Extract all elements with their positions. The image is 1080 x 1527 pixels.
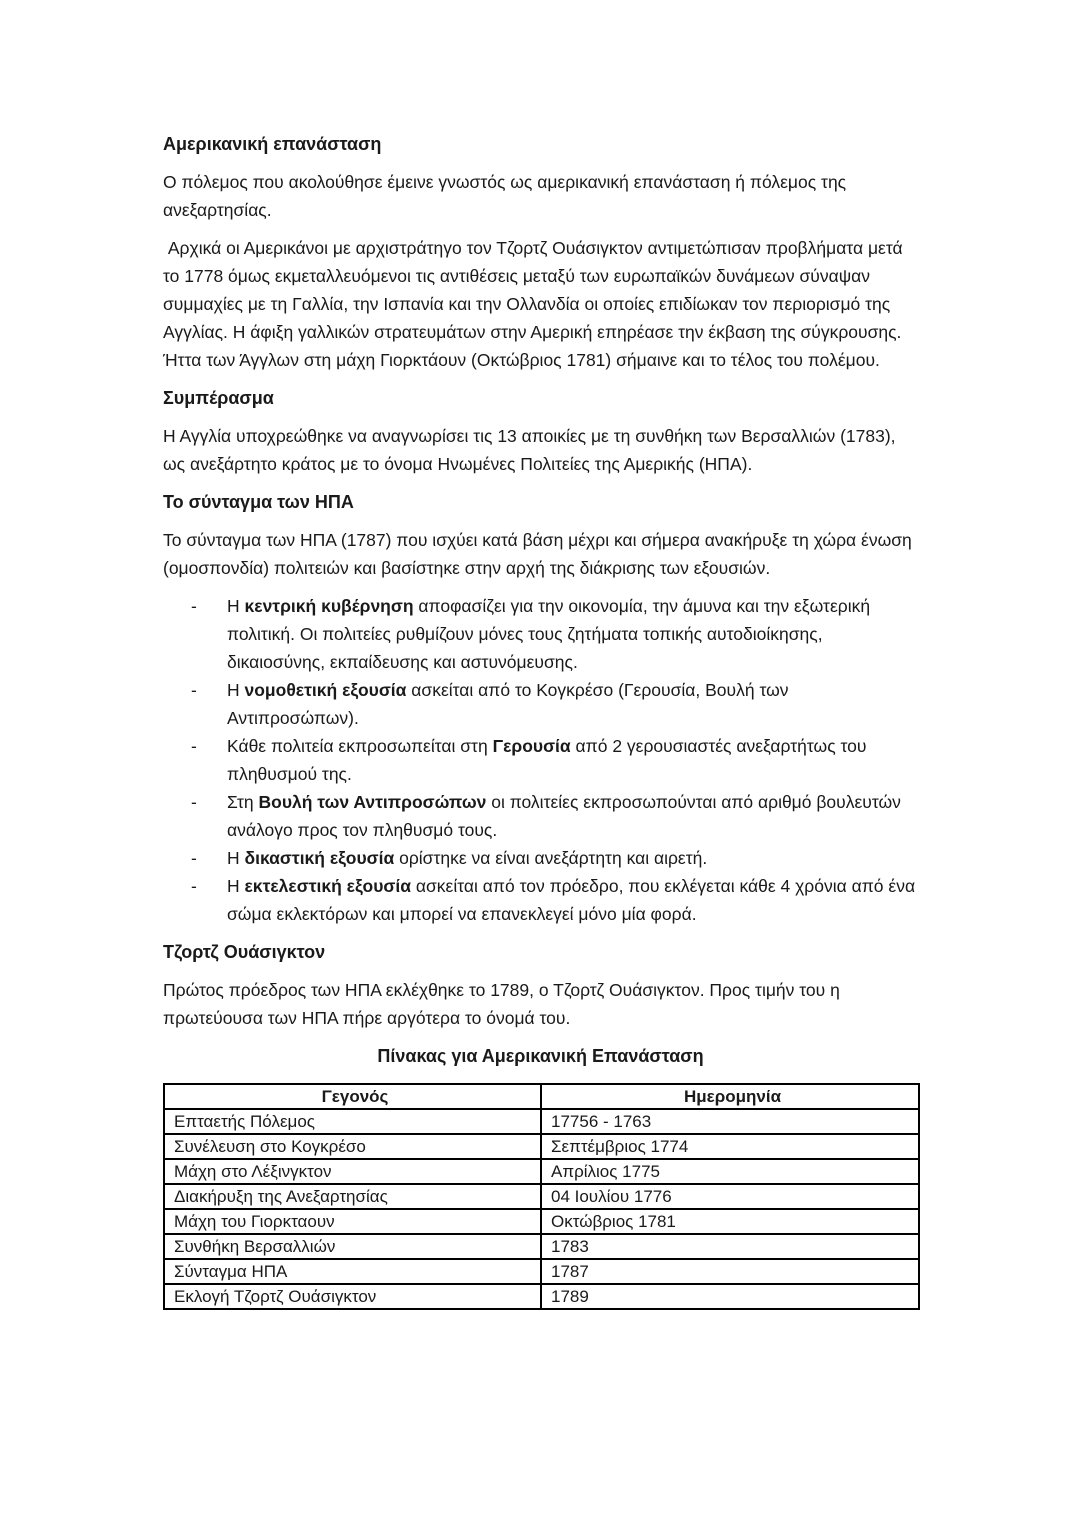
list-item	[163, 844, 918, 872]
table-row	[164, 1259, 919, 1284]
document-body	[163, 130, 918, 1310]
constitution-bullet-list	[163, 592, 918, 928]
paragraph: Ο πόλεμος που ακολούθησε έμεινε γνωστός ως αμερικανική επανάσταση ή πόλεμος της ανεξαρτησίας.	[163, 172, 847, 220]
bullet-text: ορίστηκε να είναι ανεξάρτητη και αιρετή.	[394, 848, 708, 868]
bullet-text: αποφασίζει για την οικονομία, την άμυνα και την εξωτερική πολιτική. Οι πολιτείες ρυθμίζουν μόνες τους ζητήματα τοπικής αυτοδιοίκησης, δικαιοσύνης, εκπαίδευσης και αστυνόμευσης.	[227, 596, 871, 672]
list-item	[163, 788, 918, 844]
date-cell: 1789	[541, 1284, 919, 1309]
bullet-text: ασκείται από το Κογκρέσο (Γερουσία, Βουλή των Αντιπροσώπων).	[227, 680, 789, 728]
event-cell: Μάχη στο Λέξινγκτον	[164, 1159, 541, 1184]
event-cell: Εκλογή Τζορτζ Ουάσιγκτον	[164, 1284, 541, 1309]
event-cell: Σύνταγμα ΗΠΑ	[164, 1259, 541, 1284]
table-row	[164, 1109, 919, 1134]
event-cell: Διακήρυξη της Ανεξαρτησίας	[164, 1184, 541, 1209]
bullet-text: Η	[227, 876, 245, 896]
heading-washington: Τζορτζ Ουάσιγκτον	[163, 942, 326, 962]
bullet-text: Η	[227, 596, 245, 616]
paragraph: Η Αγγλία υποχρεώθηκε να αναγνωρίσει τις 13 αποικίες με τη συνθήκη των Βερσαλλιών (1783), ως ανεξάρτητο κράτος με το όνομα Ηνωμένες Πολιτείες της Αμερικής (ΗΠΑ).	[163, 426, 896, 474]
event-cell: Συνθήκη Βερσαλλιών	[164, 1234, 541, 1259]
bullet-bold-term: νομοθετική εξουσία	[244, 680, 407, 700]
paragraph: Το σύνταγμα των ΗΠΑ (1787) που ισχύει κατά βάση μέχρι και σήμερα ανακήρυξε τη χώρα ένωση (ομοσπονδία) πολιτειών και βασίστηκε στην αρχή της διάκρισης των εξουσιών.	[163, 530, 912, 578]
events-table	[163, 1083, 920, 1310]
date-cell: 17756 - 1763	[541, 1109, 919, 1134]
table-row	[164, 1159, 919, 1184]
table-row	[164, 1184, 919, 1209]
table-row	[164, 1209, 919, 1234]
bullet-text: από 2 γερουσιαστές ανεξαρτήτως του πληθυσμού της.	[227, 736, 867, 784]
table-row	[164, 1284, 919, 1309]
date-cell: 1783	[541, 1234, 919, 1259]
bullet-bold-term: εκτελεστική εξουσία	[244, 876, 412, 896]
bullet-text: Κάθε πολιτεία εκπροσωπείται στη	[227, 736, 493, 756]
list-item	[163, 592, 918, 676]
date-cell: 1787	[541, 1259, 919, 1284]
table-title: Πίνακας για Αμερικανική Επανάσταση	[377, 1046, 704, 1066]
table-header-row	[164, 1084, 919, 1109]
heading-american-revolution: Αμερικανική επανάσταση	[163, 134, 382, 154]
paragraph: Πρώτος πρόεδρος των ΗΠΑ εκλέχθηκε το 1789, ο Τζορτζ Ουάσιγκτον. Προς τιμήν του η πρωτεύουσα των ΗΠΑ πήρε αργότερα το όνομά του.	[163, 980, 840, 1028]
table-row	[164, 1234, 919, 1259]
column-header-event: Γεγονός	[164, 1084, 541, 1109]
list-item	[163, 676, 918, 732]
bullet-text: Στη	[227, 792, 259, 812]
bullet-bold-term: Γερουσία	[492, 736, 571, 756]
bullet-text: Η	[227, 680, 245, 700]
bullet-text: οι πολιτείες εκπροσωπούνται από αριθμό βουλευτών ανάλογο προς τον πληθυσμό τους.	[227, 792, 901, 840]
heading-conclusion: Συμπέρασμα	[163, 388, 274, 408]
bullet-bold-term: δικαστική εξουσία	[244, 848, 395, 868]
date-cell: Οκτώβριος 1781	[541, 1209, 919, 1234]
bullet-text: Η	[227, 848, 245, 868]
event-cell: Συνέλευση στο Κογκρέσο	[164, 1134, 541, 1159]
event-cell: Μάχη του Γιορκταουν	[164, 1209, 541, 1234]
bullet-bold-term: κεντρική κυβέρνηση	[244, 596, 414, 616]
date-cell: Απρίλιος 1775	[541, 1159, 919, 1184]
list-item	[163, 732, 918, 788]
event-cell: Επταετής Πόλεμος	[164, 1109, 541, 1134]
paragraph: Αρχικά οι Αμερικάνοι με αρχιστράτηγο τον Τζορτζ Ουάσιγκτον αντιμετώπισαν προβλήματα μετά το 1778 όμως εκμεταλλευόμενοι τις αντιθέσεις μεταξύ των ευρωπαϊκών δυνάμεων σύναψαν συμμαχίες με τη Γαλλία, την Ισπανία και την Ολλανδία οι οποίες επιδίωκαν τον περιορισμό της Αγγλίας. Η άφιξη γαλλικών στρατευμάτων στην Αμερική επηρέασε την έκβαση της σύγκρουσης. Ήττα των Άγγλων στη μάχη Γιορκτάουν (Οκτώβριος 1781) σήμαινε και το τέλος του πολέμου.	[163, 238, 908, 370]
heading-constitution: Το σύνταγμα των ΗΠΑ	[163, 492, 354, 512]
table-row	[164, 1134, 919, 1159]
bullet-text: ασκείται από τον πρόεδρο, που εκλέγεται κάθε 4 χρόνια από ένα σώμα εκλεκτόρων και μπορεί να επανεκλεγεί μόνο μία φορά.	[227, 876, 916, 924]
list-item	[163, 872, 918, 928]
date-cell: Σεπτέμβριος 1774	[541, 1134, 919, 1159]
bullet-bold-term: Βουλή των Αντιπροσώπων	[258, 792, 487, 812]
column-header-date: Ημερομηνία	[541, 1084, 919, 1109]
date-cell: 04 Ιουλίου 1776	[541, 1184, 919, 1209]
